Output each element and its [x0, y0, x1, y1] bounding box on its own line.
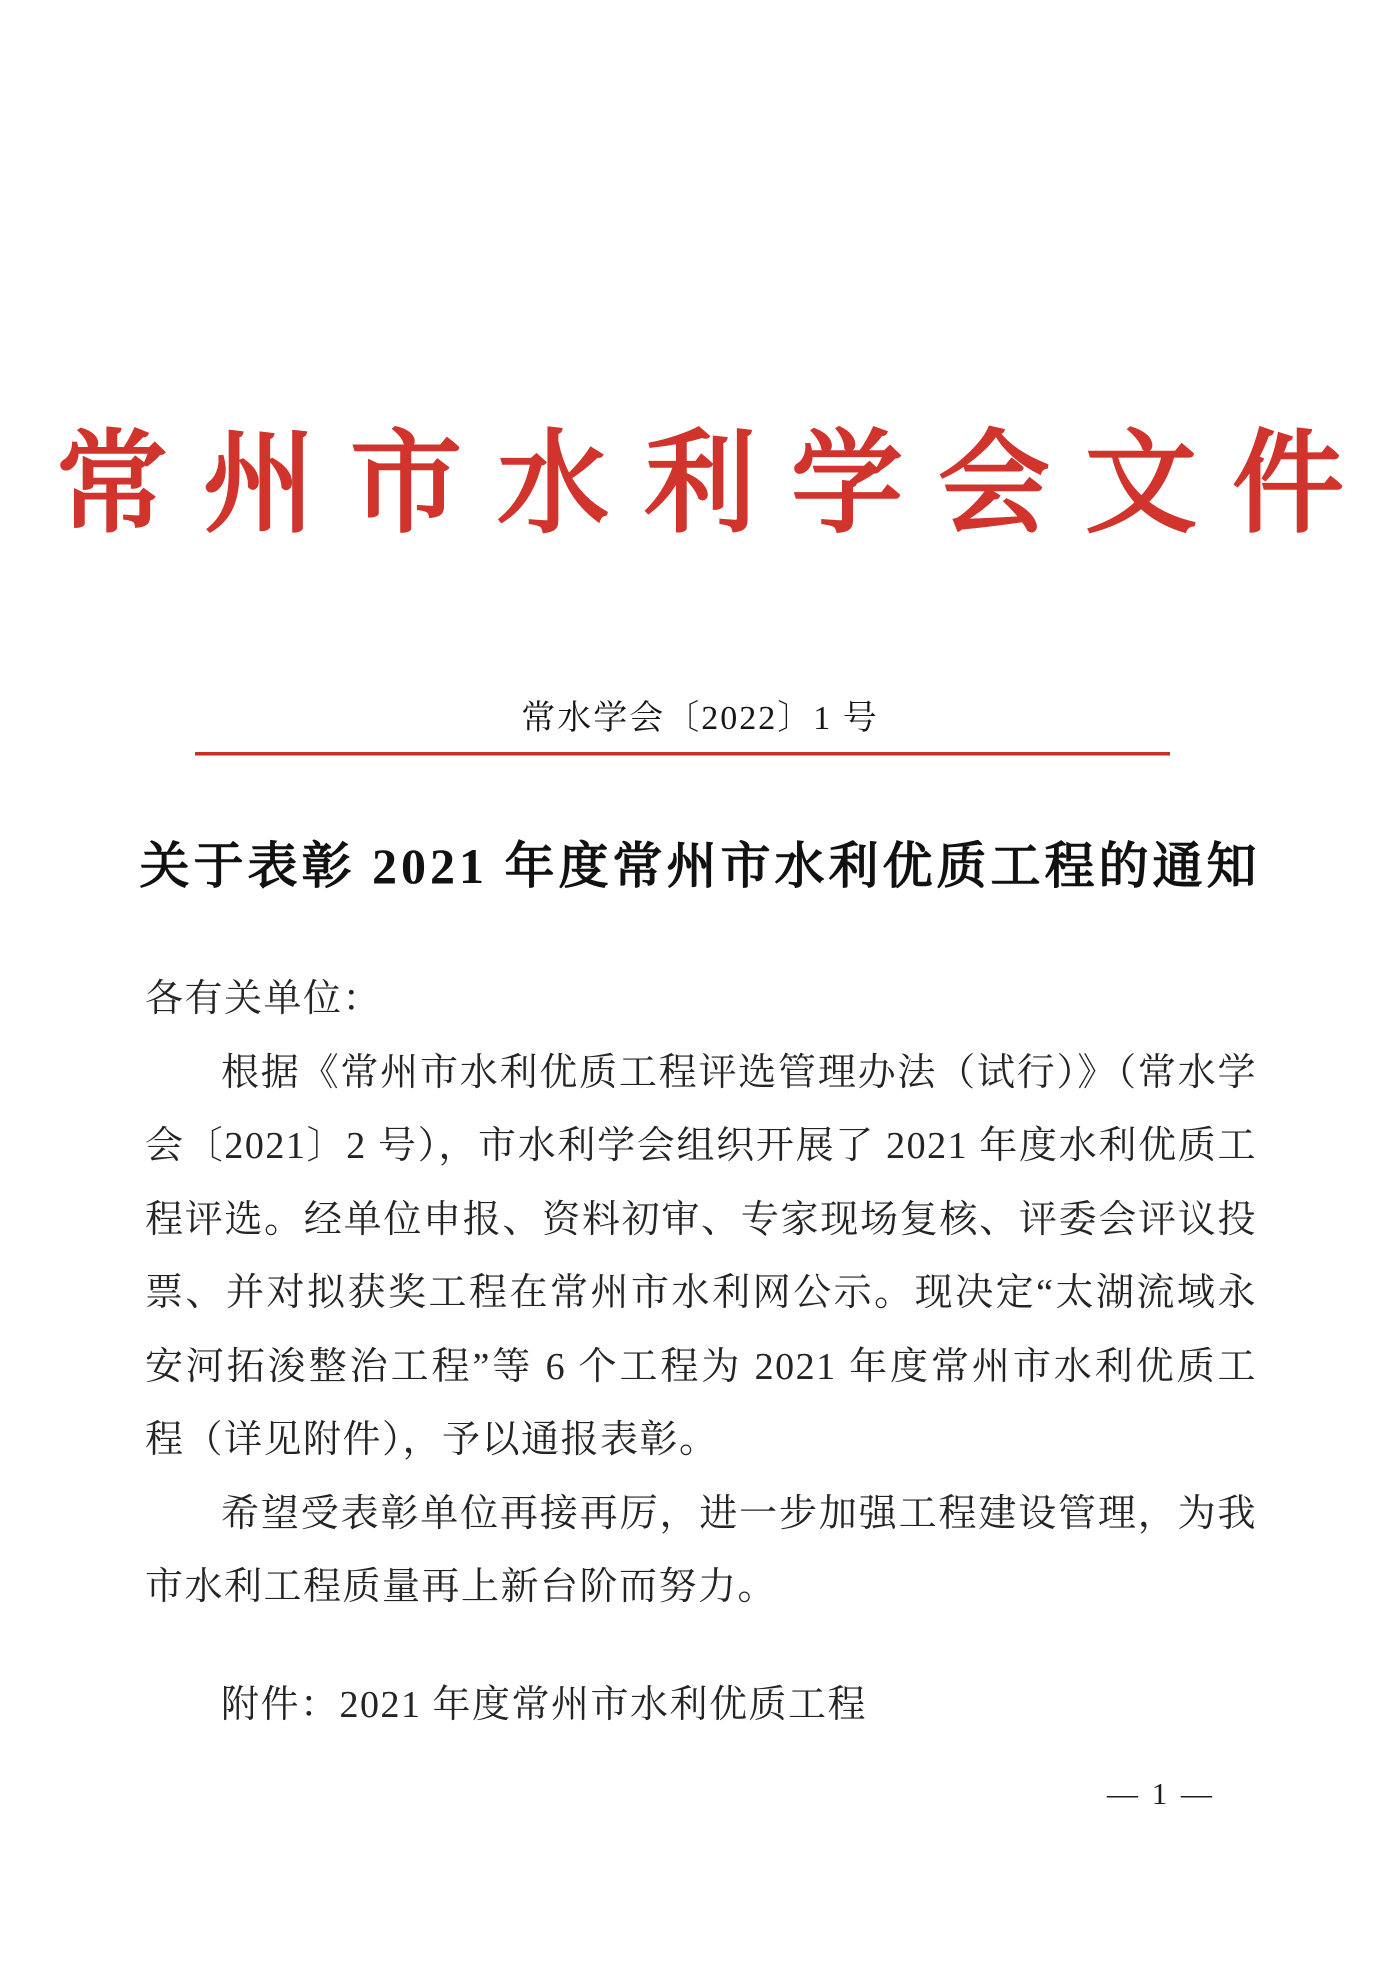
body-paragraph: 根据《常州市水利优质工程评选管理办法（试行）》（常水学会〔2021〕2 号），市水利学会组织开展了 2021 年度水利优质工程评选。经单位申报、资料初审、专家现场复核、评委会评议投票、并对拟获奖工程在常州市水利网公示。现决定“太湖流域永安河拓浚整治工程”等 6 个工程为 2021 年度常州市水利优质工程（详见附件），予以通报表彰。: [145, 1051, 1257, 1461]
body-text: [145, 963, 1257, 1742]
page-number: — 1 —: [1107, 1776, 1215, 1811]
salutation: 各有关单位：: [145, 978, 383, 1020]
notice-title: 关于表彰 2021 年度常州市水利优质工程的通知: [139, 838, 1261, 894]
red-divider-line: [195, 752, 1170, 756]
paragraph-container: [145, 1037, 1257, 1625]
body-paragraph: 希望受表彰单位再接再厉，进一步加强工程建设管理，为我市水利工程质量再上新台阶而努力。: [145, 1492, 1257, 1608]
letterhead-title: 常州市水利学会文件: [56, 423, 1379, 547]
document-number: 常水学会〔2022〕1 号: [521, 700, 879, 737]
attachment-line: 附件：2021 年度常州市水利优质工程: [221, 1683, 868, 1726]
